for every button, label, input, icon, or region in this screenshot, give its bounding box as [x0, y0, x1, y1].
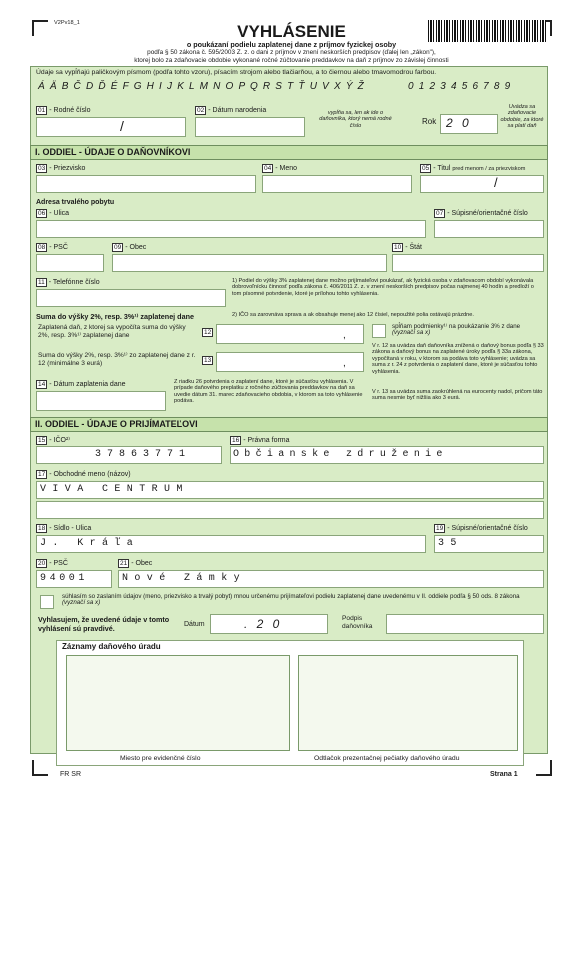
note-row-12: V r. 12 sa uvádza daň daňovníka znížená o daňový bonus podľa § 33 zákona a daňový bonus na zaplatené úroky podľa § 33a zákona, vypočítaná v roku, v ktorom sa podáva toto vyhlásenie; uvádza sa suma z r. 24 z potvrdenia o zaplatení dane, ktoré je súčasťou tohto vyhlásenia. — [372, 343, 544, 375]
digits-sample: 0 1 2 3 4 5 6 7 8 9 — [408, 81, 512, 92]
page-number: Strana 1 — [490, 771, 518, 778]
birth-number-input[interactable] — [36, 117, 186, 137]
field-10-label: 10 - Štát — [394, 244, 422, 251]
payment-date-input[interactable] — [36, 391, 166, 411]
field-02-label: 02 - Dátum narodenia — [197, 107, 267, 114]
tax-form-page: V2Pv18_1 VYHLÁSENIE o poukázaní podielu zaplatenej dane z príjmov fyzickej osoby podľa § 50 zákona č. 595/2003 Z. z. o dani z príjmov v znení neskorších predpisov (ďalej len „zákon"), ktorej bolo za zdaňovacie obdobie vykonané ročné zúčtovanie preddavkov na daň z príjmov zo závislej činnosti Údaje sa vypĺňajú paličkovým písmom (podľa tohto vzoru), písacím strojom alebo tlačiarňou, a to čiernou alebo tmavomodrou farbou. Á Ä B Č D Ď É F G H I J K L M N O P Q R S T Ť U V X Ý Ž 0 1 2 3 4 5 6 7 8 9 01 - Rodné číslo / 02 - Dátum narodenia vypĺňa sa, len ak ide o daňovníka, ktorý nemá rodné číslo Rok 2 0 Uvádza sa zdaňovacie obdobie, za ktoré sa platí daň I. ODDIEL - ÚDAJE O DAŇOVNÍKOVI 03 - Priezvisko 04 - Meno 05 - Titul pred menom / za priezviskom / Adresa trvalého pobytu 06 - Ulica 07 - Súpisné/orientačné číslo 08 - PSČ 09 - Obec 10 - Štát 11 - Telefónne číslo 1) Podiel do výšky 3% zaplatenej dane možno prijímateľovi poukázať, ak fyzická osoba v zdaňovacom období vykonávala dobrovoľnícku činnosť podľa zákona č. 406/2011 Z. z. v znení neskorších predpisov počas najmenej 40 hodín a predloží o tom písomné potvrdenie, ktoré je prílohou tohto vyhlásenia. 2) IČO sa zarovnáva sprava a ak obsahuje menej ako 12 čísiel, nepoužité polia ostávajú prázdne. Suma do výšky 2%, resp. 3%¹⁾ zaplatenej dane Zaplatená daň, z ktorej sa vypočíta suma do výšky 2%, resp. 3%¹⁾ zaplatenej dane 12 , Suma do výšky 2%, resp. 3%¹⁾ zo zaplatenej dane z r. 12 (minimálne 3 eurá) 13 , spĺňam podmienky¹⁾ na poukázanie 3% z dane (vyznačí sa x) V r. 12 sa uvádza daň daňovníka znížená o daňový bonus podľa § 33 zákona a daňový bonus na zaplatené úroky podľa § 33a zákona, vypočítaná v roku, v ktorom sa podáva toto vyhlásenie; uvádza sa suma z r. 24 z potvrdenia o zaplatení dane, ktoré je súčasťou tohto vyhlásenia. V r. 13 sa uvádza suma zaokrúhlená na eurocenty nadol, pričom táto suma nesmie byť nižšia ako 3 eurá. 14 - Dátum zaplatenia dane Z riadku 26 potvrdenia o zaplatení dane, ktoré je súčasťou vyhlásenia. V prípade daňového preplatku z ročného zúčtovania preddavkov na daň sa uvedie dátum 31. marec zdaňovacieho obdobia, v ktorom sa toto vyhlásenie podáva. II. ODDIEL - ÚDAJE O PRIJÍMATEĽOVI 15 - IČO²⁾ 37863771 16 - Právna forma Občianske združenie 17 - Obchodné meno (názov) VIVA CENTRUM 18 - Sídlo - Ulica J. Kráľa 19 - Súpisné/orientačné číslo 35 20 - PSČ 94001 21 - Obec Nové Zámky súhlasím so zaslaním údajov (meno, priezvisko a trvalý pobyt) mnou určenému prijímateľovi podielu zaplatenej dane uvedenému v II. oddiele podľa § 50 ods. 8 zákona (vyznačí sa x) Vyhlasujem, že uvedené údaje v tomto vyhlásení sú pravdivé. Dátum . 2 0 Podpis daňovníka Záznamy daňového úradu Miesto pre evidenčné číslo Odtlačok prezentačnej pečiatky daňového úradu FR SR Strana 1 — [0, 0, 583, 800]
footnote-2: 2) IČO sa zarovnáva sprava a ak obsahuje menej ako 12 čísiel, nepoužité polia ostávajú prázdne. — [232, 312, 474, 318]
seat-number-value: 35 — [438, 538, 463, 549]
address-heading: Adresa trvalého pobytu — [36, 199, 115, 206]
field-17-label: 17 - Obchodné meno (názov) — [38, 471, 131, 478]
field-09-label: 09 - Obec — [114, 244, 147, 251]
field-15-label: 15 - IČO²⁾ — [38, 437, 71, 444]
city-input[interactable] — [112, 254, 387, 272]
first-name-input[interactable] — [262, 175, 412, 193]
field-12-label: Zaplatená daň, z ktorej sa vypočíta suma do výšky 2%, resp. 3%¹⁾ zaplatenej dane — [38, 324, 186, 339]
note-row-13: V r. 13 sa uvádza suma zaokrúhlená na eurocenty nadol, pričom táto suma nesmie byť nižšia ako 3 eurá. — [372, 389, 543, 402]
phone-input[interactable] — [36, 289, 226, 307]
zip-input[interactable] — [36, 254, 104, 272]
tax-office-heading: Záznamy daňového úradu — [62, 642, 161, 651]
field-20-label: 20 - PSČ — [38, 560, 68, 567]
year-label: Rok — [422, 117, 437, 126]
section-2-header: II. ODDIEL - ÚDAJE O PRIJÍMATEĽOVI — [30, 417, 548, 432]
footnote-1: 1) Podiel do výšky 3% zaplatenej dane možno prijímateľovi poukázať, ak fyzická osoba v zdaňovacom období vykonávala dobrovoľnícku činnosť podľa zákona č. 406/2011 Z. z. v znení neskorších predpisov počas najmenej 40 hodín a predloží o tom písomné potvrdenie, ktoré je prílohou tohto vyhlásenia. — [232, 278, 534, 297]
ico-value: 37863771 — [95, 449, 192, 460]
field-18-label: 18 - Sídlo - Ulica — [38, 525, 92, 532]
title-input[interactable] — [420, 175, 544, 193]
tax-share-input[interactable] — [216, 352, 364, 372]
country-input[interactable] — [392, 254, 544, 272]
field-02-note: vypĺňa sa, len ak ide o daňovníka, ktorý nemá rodné číslo — [319, 110, 392, 129]
corner-mark — [32, 760, 48, 776]
seat-city-value: Nové Zámky — [122, 573, 247, 584]
footer-issuer: FR SR — [60, 771, 81, 778]
field-03-label: 03 - Priezvisko — [38, 165, 86, 172]
condition-label: spĺňam podmienky¹⁾ na poukázanie 3% z dane (vyznačí sa x) — [392, 323, 521, 337]
field-21-label: 21 - Obec — [120, 560, 153, 567]
field-08-label: 08 - PSČ — [38, 244, 68, 251]
year-note: Uvádza sa zdaňovacie obdobie, za ktoré sa platí daň — [500, 104, 544, 130]
legal-form-value: Občianske združenie — [233, 449, 448, 460]
alphabet-sample: Á Ä B Č D Ď É F G H I J K L M N O P Q R S T Ť U V X Ý Ž — [38, 81, 365, 92]
sum-heading: Suma do výšky 2%, resp. 3%¹⁾ zaplatenej dane — [36, 312, 194, 321]
field-06-label: 06 - Ulica — [38, 210, 70, 217]
law-reference: podľa § 50 zákona č. 595/2003 Z. z. o dani z príjmov v znení neskorších predpisov (ďalej len „zákon"), — [147, 49, 436, 56]
declaration: Vyhlasujem, že uvedené údaje v tomto vyhlásení sú pravdivé. — [38, 615, 170, 633]
field-14-label: 14 - Dátum zaplatenia dane — [38, 381, 126, 388]
corner-mark — [536, 760, 552, 776]
registration-number-label: Miesto pre evidenčné číslo — [120, 755, 201, 762]
consent-checkbox[interactable] — [40, 595, 54, 609]
form-code: V2Pv18_1 — [54, 20, 80, 26]
field-14-note: Z riadku 26 potvrdenia o zaplatení dane, ktoré je súčasťou vyhlásenia. V prípade daňového preplatku z ročného zúčtovania preddavkov na daň sa uvedie dátum 31. marec zdaňovacieho obdobia, v ktorom sa toto vyhlásenie podáva. — [174, 379, 363, 405]
field-11-label: 11 - Telefónne číslo — [38, 279, 100, 286]
date-label: Dátum — [184, 621, 205, 628]
consent-text: súhlasím so zaslaním údajov (meno, priezvisko a trvalý pobyt) mnou určenému prijímateľovi podielu zaplatenej dane uvedenému v II. oddiele podľa § 50 ods. 8 zákona (vyznačí sa x) — [62, 593, 520, 607]
date-year-prefix: . 2 0 — [244, 617, 283, 631]
house-number-input[interactable] — [434, 220, 544, 238]
name-input-line-2[interactable] — [36, 501, 544, 519]
field-13-label: Suma do výšky 2%, resp. 3%¹⁾ zo zaplatenej dane z r. 12 (minimálne 3 eurá) — [38, 352, 196, 367]
field-01-label: 01 - Rodné číslo — [38, 107, 91, 114]
page-title: VYHLÁSENIE — [237, 22, 346, 41]
stamp-area — [298, 655, 518, 751]
field-19-label: 19 - Súpisné/orientačné číslo — [436, 525, 528, 532]
surname-input[interactable] — [36, 175, 256, 193]
field-05-label: 05 - Titul pred menom / za priezviskom — [422, 165, 526, 172]
field-04-label: 04 - Meno — [264, 165, 298, 172]
birth-date-input[interactable] — [195, 117, 305, 137]
seat-street-value: J. Kráľa — [40, 538, 140, 549]
registration-number-area — [66, 655, 290, 751]
paid-tax-input[interactable] — [216, 324, 364, 344]
instructions: Údaje sa vypĺňajú paličkovým písmom (podľa tohto vzoru), písacím strojom alebo tlačiarňou, a to čiernou alebo tmavomodrou farbou. — [36, 69, 437, 76]
stamp-label: Odtlačok prezentačnej pečiatky daňového úradu — [314, 755, 460, 762]
law-reference-2: ktorej bolo za zdaňovacie obdobie vykonané ročné zúčtovanie preddavkov na daň z príjmov zo závislej činnosti — [134, 57, 449, 64]
name-value: VIVA CENTRUM — [40, 484, 189, 495]
field-16-label: 16 - Právna forma — [232, 437, 290, 444]
signature-label: Podpis daňovníka — [342, 615, 373, 630]
condition-checkbox[interactable] — [372, 324, 386, 338]
year-prefix: 2 0 — [446, 116, 472, 130]
field-07-label: 07 - Súpisné/orientačné číslo — [436, 210, 528, 217]
seat-zip-value: 94001 — [40, 573, 89, 584]
section-1-header: I. ODDIEL - ÚDAJE O DAŇOVNÍKOVI — [30, 145, 548, 160]
street-input[interactable] — [36, 220, 426, 238]
signature-input[interactable] — [386, 614, 544, 634]
page-subtitle: o poukázaní podielu zaplatenej dane z príjmov fyzickej osoby — [186, 40, 397, 49]
